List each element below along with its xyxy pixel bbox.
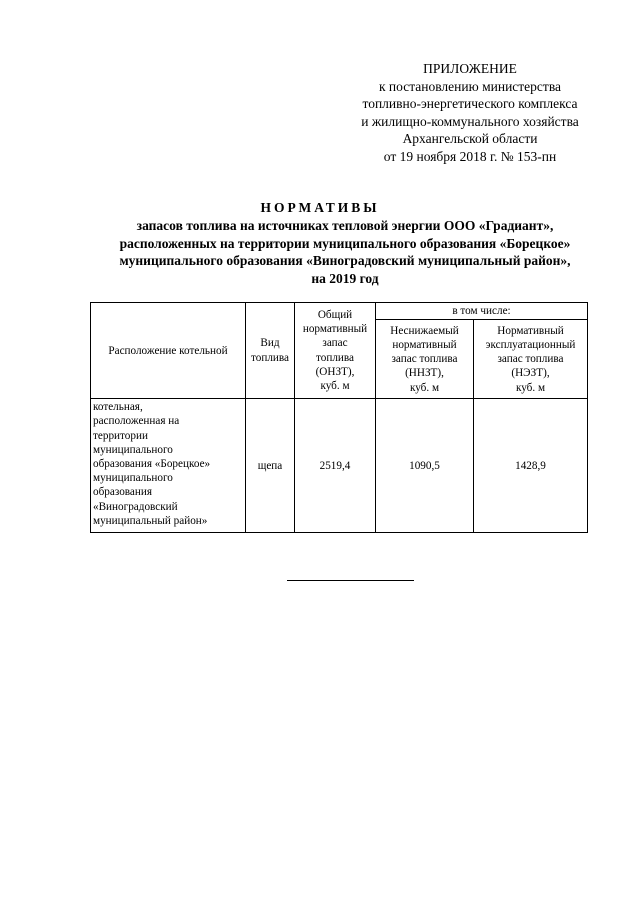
appendix-line: и жилищно-коммунального хозяйства [361,113,579,129]
subtitle-line: запасов топлива на источниках тепловой энергии ООО «Градиант», [136,218,554,233]
header-line: Вид [260,337,280,350]
header-line: топлива [316,351,354,364]
header-including: в том числе: [376,303,588,320]
header-line: Нормативный [497,324,564,337]
appendix-line: топливно-энергетического комплекса [362,96,578,112]
appendix-header [340,60,600,166]
header-nezt [474,320,588,399]
table-row [91,399,588,533]
cell-onzt: 2519,4 [295,399,376,533]
header-onzt [295,303,376,399]
header-line: Неснижаемый [390,324,459,337]
header-line: (ОНЗТ), [315,365,355,378]
header-line: (ННЗТ), [405,367,444,380]
cell-nezt: 1428,9 [474,399,588,533]
header-line: нормативный [392,338,457,351]
cell-location [91,399,246,533]
appendix-line: Архангельской области [402,131,538,147]
subtitle-line: расположенных на территории муниципального образования «Борецкое» [119,235,571,251]
document-subtitle [60,217,630,287]
table-header-row [91,303,588,320]
location-line: муниципального [93,472,173,485]
header-line: куб. м [515,381,546,394]
cell-fuel-type: щепа [246,399,295,533]
location-line: образования [93,486,153,499]
header-location: Расположение котельной [91,303,246,399]
location-line: муниципального [93,443,173,456]
cell-nnzt: 1090,5 [376,399,474,533]
header-line: нормативный [302,323,368,336]
header-line: топлива [251,351,289,364]
location-line: котельная, [93,401,143,414]
fuel-norms-table [90,302,588,533]
appendix-line: к постановлению министерства [378,78,562,94]
document-title: НОРМАТИВЫ [260,200,380,215]
appendix-date-number: от 19 ноября 2018 г. № 153-пн [383,148,557,164]
header-nnzt [376,320,474,399]
header-line: Общий [317,308,353,321]
location-line: «Виноградовский [93,500,178,513]
location-line: территории [93,429,148,442]
signature-underline [287,580,414,581]
location-line: образования «Борецкое» [93,458,211,471]
subtitle-line: на 2019 год [311,270,379,286]
appendix-label: ПРИЛОЖЕНИЕ [423,61,517,76]
header-line: куб. м [320,380,350,392]
subtitle-line: муниципального образования «Виноградовский муниципальный район», [119,253,571,269]
header-line: запас топлива [497,353,564,366]
location-line: расположенная на [93,415,180,428]
location-line: муниципальный район» [93,514,208,527]
header-fuel-type [246,303,295,399]
header-line: запас топлива [391,353,458,366]
header-line: запас [322,337,348,350]
header-line: (НЭЗТ), [511,367,550,380]
header-line: куб. м [409,381,440,394]
header-line: эксплуатационный [485,338,576,351]
